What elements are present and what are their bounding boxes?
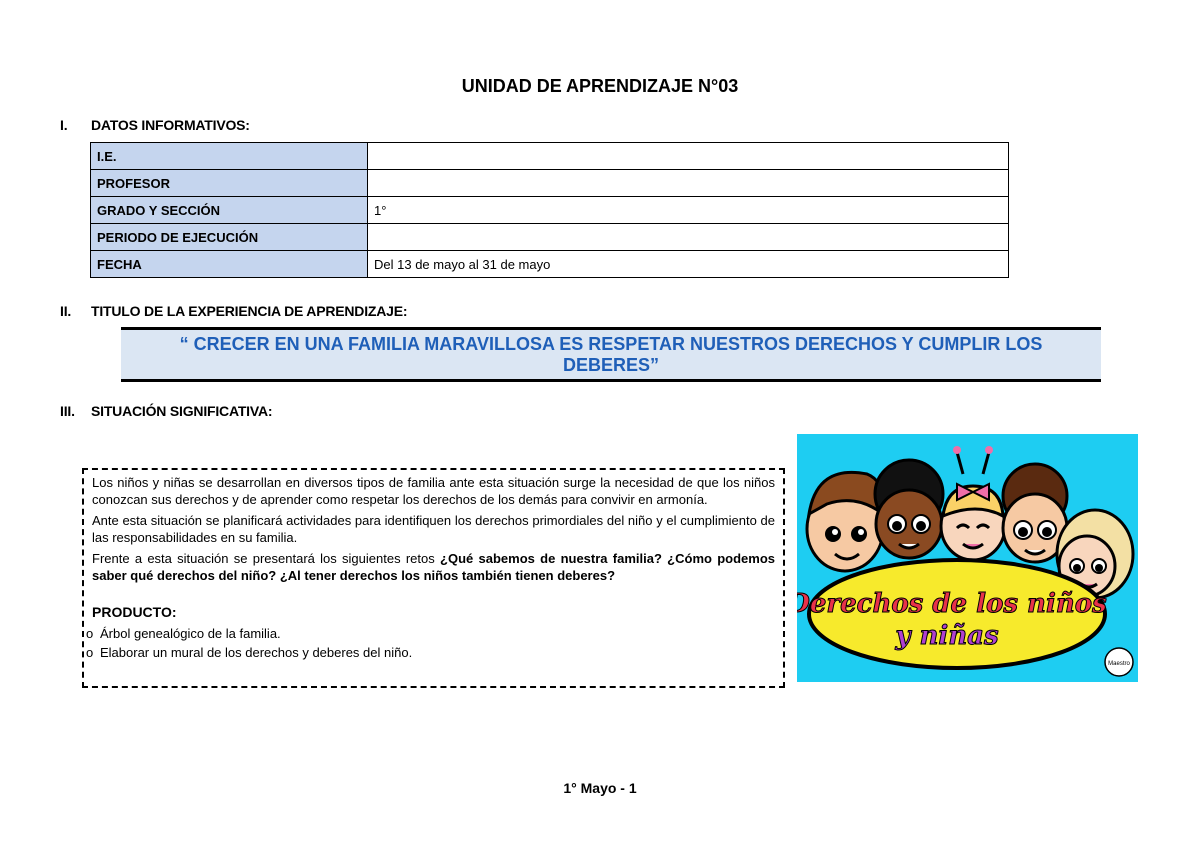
experience-title: “ CRECER EN UNA FAMILIA MARAVILLOSA ES RESPETAR NUESTROS DERECHOS Y CUMPLIR LOS DEBERES” xyxy=(179,333,1043,375)
info-label: PROFESOR xyxy=(91,170,368,197)
product-item xyxy=(86,625,775,642)
product-item xyxy=(86,644,775,661)
bullet: o xyxy=(86,645,94,660)
info-row xyxy=(91,224,1009,251)
info-value: 1° xyxy=(368,197,1009,224)
info-label: FECHA xyxy=(91,251,368,278)
kid-face-2 xyxy=(875,460,943,558)
info-value xyxy=(368,143,1009,170)
page-footer: 1° Mayo - 1 xyxy=(563,780,637,796)
section-number: II. xyxy=(60,303,72,319)
section-title: DATOS INFORMATIVOS: xyxy=(91,117,250,133)
situation-box xyxy=(82,468,785,688)
experience-title-band xyxy=(121,327,1101,382)
situation-paragraph-2: Ante esta situación se planificará actividades para identifiquen los derechos primordiales del niño y el cumplimiento de las responsabilidades en su familia. xyxy=(92,513,775,545)
product-title: PRODUCTO: xyxy=(92,604,177,620)
situation-paragraph-1: Los niños y niñas se desarrollan en diversos tipos de familia ante esta situación surge la necesidad de que los niños conozcan sus derechos y de aprender como respetar los derechos de los demás para convivir en armonía. xyxy=(92,475,775,507)
info-table xyxy=(90,142,1009,278)
page-title: UNIDAD DE APRENDIZAJE N°03 xyxy=(461,76,739,96)
situation-paragraph-3 xyxy=(92,550,775,584)
section-number: III. xyxy=(60,403,75,419)
info-value xyxy=(368,224,1009,251)
illustration-title-line1: Derechos de los niños xyxy=(797,589,1107,619)
section-number: I. xyxy=(60,117,68,133)
info-value: Del 13 de mayo al 31 de mayo xyxy=(368,251,1009,278)
section-title: TITULO DE LA EXPERIENCIA DE APRENDIZAJE: xyxy=(91,303,408,319)
info-label: I.E. xyxy=(91,143,368,170)
info-row xyxy=(91,170,1009,197)
info-label: GRADO Y SECCIÓN xyxy=(91,197,368,224)
info-label: PERIODO DE EJECUCIÓN xyxy=(91,224,368,251)
seal-text: Maestro xyxy=(1108,661,1130,667)
section-heading-titulo xyxy=(60,303,407,319)
author-seal xyxy=(1105,648,1133,676)
product-item-text: Elaborar un mural de los derechos y deberes del niño. xyxy=(100,645,413,660)
children-illustration-graphic xyxy=(797,434,1138,682)
bullet: o xyxy=(86,626,94,641)
info-row xyxy=(91,143,1009,170)
kid-face-1 xyxy=(807,472,884,571)
retos-intro: Frente a esta situación se presentará los siguientes retos xyxy=(92,551,441,566)
info-row xyxy=(91,251,1009,278)
section-heading-situacion xyxy=(60,403,272,419)
section-title: SITUACIÓN SIGNIFICATIVA: xyxy=(91,403,273,419)
section-heading-datos xyxy=(60,117,250,133)
illustration-title-line2: y niñas xyxy=(895,621,999,651)
info-row xyxy=(91,197,1009,224)
children-rights-illustration xyxy=(797,434,1138,682)
retos-questions: ¿Qué sabemos de nuestra familia? ¿Cómo podemos saber qué derechos del niño? ¿Al tener derechos los niños también tienen deberes? xyxy=(92,551,775,583)
info-value xyxy=(368,170,1009,197)
product-item-text: Árbol genealógico de la familia. xyxy=(100,626,281,641)
